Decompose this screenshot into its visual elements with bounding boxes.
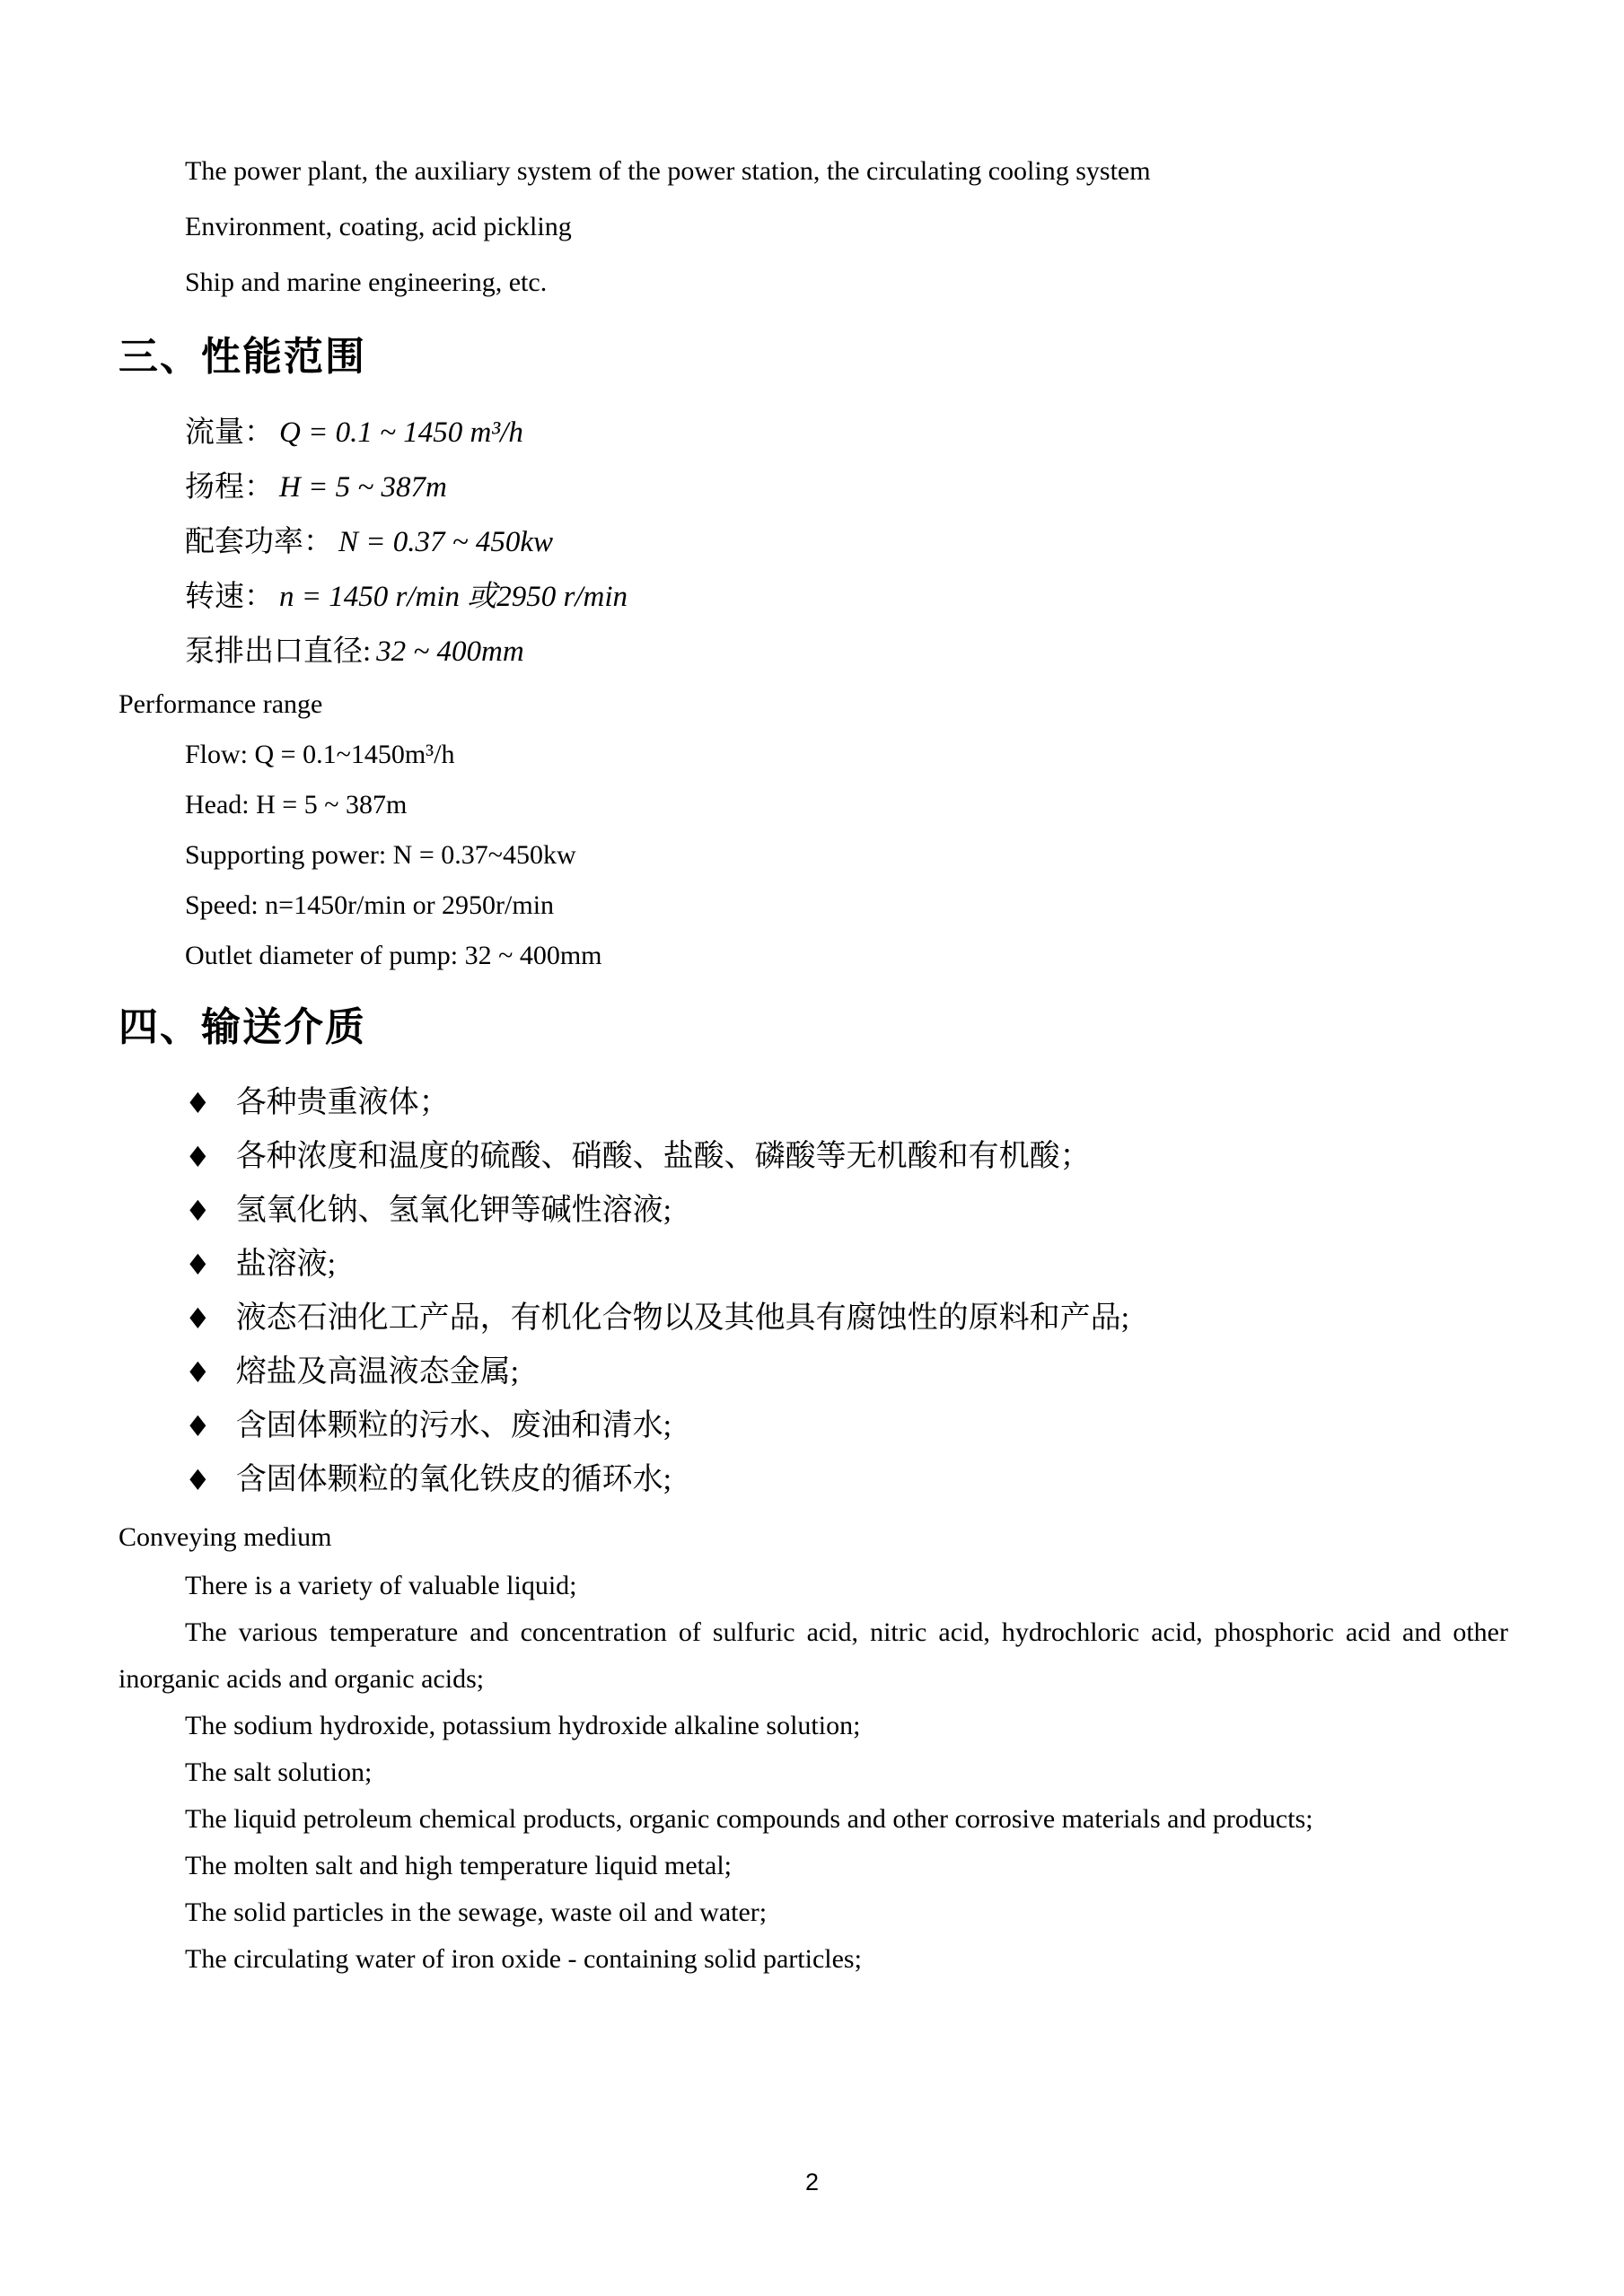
spec-formula-flow: Q = 0.1 ~ 1450 m³/h [279, 416, 523, 449]
bullet-text: 含固体颗粒的污水、废油和清水; [235, 1409, 672, 1442]
medium-paragraph: The sodium hydroxide, potassium hydroxide alkaline solution; [185, 1711, 861, 1740]
spec-line-outlet-en: Outlet diameter of pump: 32 ~ 400mm [185, 941, 602, 970]
spec-line-outlet-cn [119, 625, 1508, 679]
spec-line-power-cn [119, 515, 1508, 570]
medium-paragraph: The various temperature and concentration of sulfuric acid, nitric acid, hydrochloric acid, phosphoric acid and other inorganic acids and organic acids; [119, 1617, 1508, 1694]
intro-line-1: The power plant, the auxiliary system of the power station, the circulating cooling system [185, 156, 1151, 186]
intro-line-2: Environment, coating, acid pickling [185, 212, 572, 241]
diamond-bullet-icon: ♦ [185, 1086, 211, 1120]
spec-line-power-en: Supporting power: N = 0.37~450kw [185, 840, 576, 870]
medium-paragraph: The solid particles in the sewage, waste oil and water; [185, 1897, 768, 1927]
bullet-item [119, 1292, 1508, 1345]
conveying-medium-bullet-list [119, 1076, 1508, 1507]
spec-line-flow-cn [119, 406, 1508, 460]
spec-line-head-cn [119, 460, 1508, 515]
spec-formula-outlet: 32 ~ 400mm [376, 635, 524, 668]
bullet-text: 液态石油化工产品，有机化合物以及其他具有腐蚀性的原料和产品; [235, 1301, 1130, 1335]
diamond-bullet-icon: ♦ [185, 1463, 211, 1497]
page-number: 2 [804, 2169, 820, 2195]
bullet-text: 含固体颗粒的氧化铁皮的循环水; [235, 1463, 672, 1496]
medium-paragraph: The salt solution; [185, 1757, 373, 1787]
section4-heading: 四、输送介质 [119, 1005, 366, 1049]
bullet-item [119, 1345, 1508, 1399]
spec-line-speed-en: Speed: n=1450r/min or 2950r/min [185, 890, 555, 920]
medium-paragraph: The liquid petroleum chemical products, organic compounds and other corrosive materials and products; [185, 1804, 1313, 1834]
spec-label-head: 扬程： [185, 471, 274, 504]
page-content [119, 144, 1508, 1983]
diamond-bullet-icon: ♦ [185, 1409, 211, 1443]
medium-paragraph: There is a variety of valuable liquid; [185, 1571, 577, 1600]
bullet-item [119, 1399, 1508, 1453]
bullet-text: 各种浓度和温度的硫酸、硝酸、盐酸、磷酸等无机酸和有机酸； [235, 1140, 1091, 1173]
spec-formula-power: N = 0.37 ~ 450kw [338, 526, 554, 558]
section3-heading: 三、性能范围 [119, 335, 366, 379]
bullet-text: 氢氧化钠、氢氧化钾等碱性溶液; [235, 1194, 672, 1227]
diamond-bullet-icon: ♦ [185, 1301, 211, 1336]
medium-paragraph: The molten salt and high temperature liquid metal; [185, 1851, 732, 1880]
medium-paragraph: The circulating water of iron oxide - containing solid particles; [185, 1944, 862, 1974]
conveying-medium-subheading: Conveying medium [119, 1522, 332, 1552]
bullet-text: 各种贵重液体； [235, 1086, 450, 1119]
spec-label-flow: 流量： [185, 416, 274, 449]
bullet-item [119, 1076, 1508, 1130]
bullet-item [119, 1130, 1508, 1184]
diamond-bullet-icon: ♦ [185, 1194, 211, 1228]
diamond-bullet-icon: ♦ [185, 1140, 211, 1174]
spec-formula-speed: n = 1450 r/min 或2950 r/min [279, 581, 628, 613]
performance-range-subheading: Performance range [119, 689, 323, 719]
spec-line-speed-cn [119, 570, 1508, 625]
bullet-item [119, 1184, 1508, 1238]
intro-line-3: Ship and marine engineering, etc. [185, 267, 548, 297]
bullet-text: 盐溶液; [235, 1248, 337, 1281]
spec-formula-head: H = 5 ~ 387m [279, 471, 447, 504]
spec-label-power: 配套功率： [185, 526, 333, 558]
spec-label-speed: 转速： [185, 581, 274, 613]
bullet-item [119, 1238, 1508, 1292]
bullet-text: 熔盐及高温液态金属; [235, 1355, 520, 1389]
spec-label-outlet: 泵排出口直径: [185, 635, 372, 668]
spec-line-flow-en: Flow: Q = 0.1~1450m³/h [185, 740, 455, 769]
diamond-bullet-icon: ♦ [185, 1355, 211, 1389]
spec-line-head-en: Head: H = 5 ~ 387m [185, 790, 408, 819]
bullet-item [119, 1453, 1508, 1507]
diamond-bullet-icon: ♦ [185, 1248, 211, 1282]
